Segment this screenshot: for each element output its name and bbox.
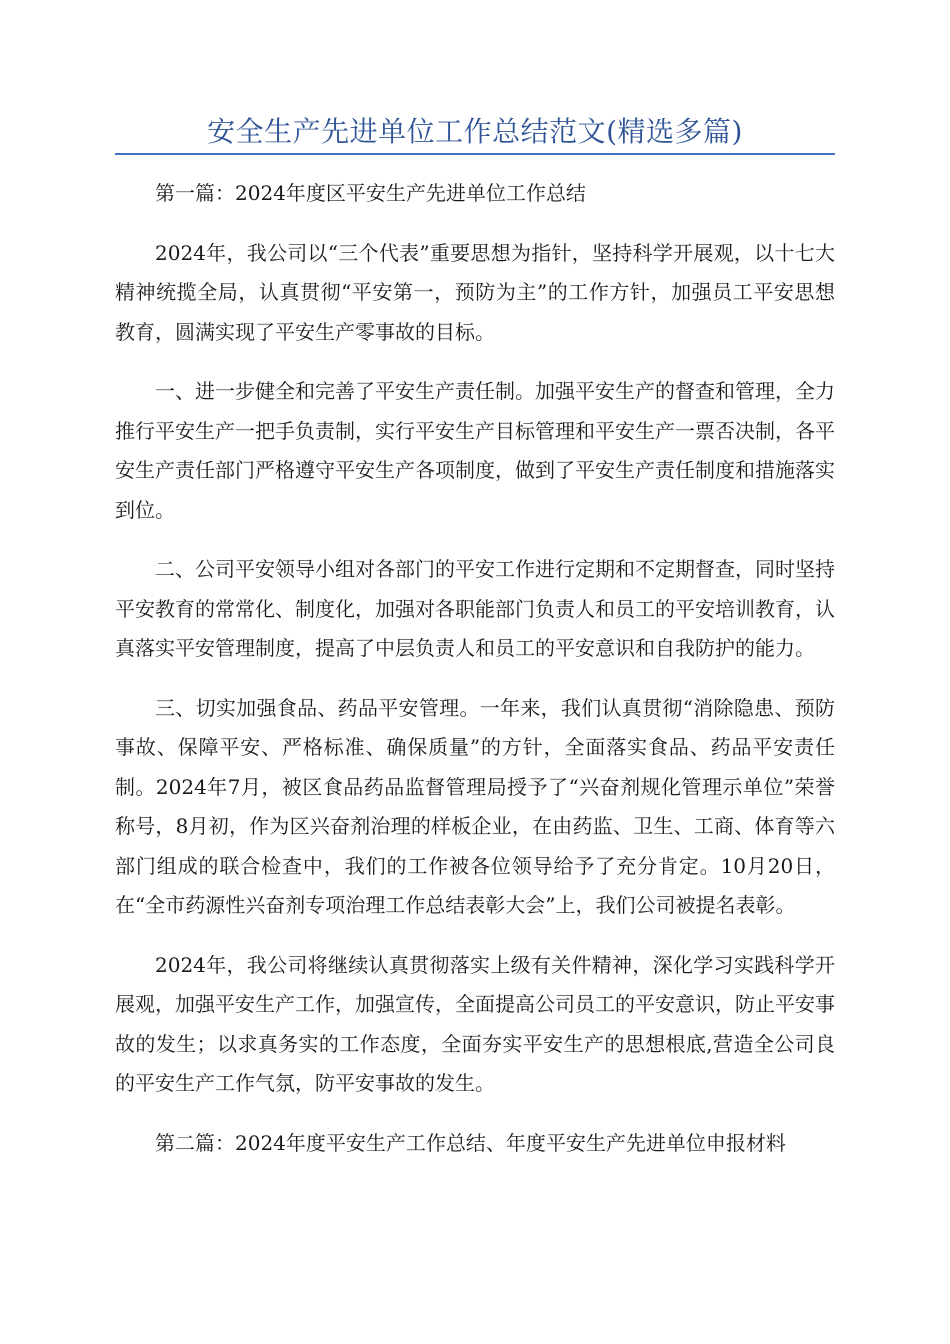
paragraph-item-2: 二、公司平安领导小组对各部门的平安工作进行定期和不定期督查，同时坚持平安教育的常常化、制度化，加强对各职能部门负责人和员工的平安培训教育，认真落实平安管理制度，提高了中层负责人和员工的平安意识和自我防护的能力。 [115, 557, 835, 660]
document-title: 安全生产先进单位工作总结范文(精选多篇) [207, 115, 743, 148]
paragraph-section-2-heading: 第二篇：2024年度平安生产工作总结、年度平安生产先进单位申报材料 [155, 1130, 786, 1155]
paragraph-intro: 2024年，我公司以“三个代表”重要思想为指针，坚持科学开展观，以十七大精神统揽全局，认真贯彻“平安第一，预防为主”的工作方针，加强员工平安思想教育，圆满实现了平安生产零事故的目标。 [115, 240, 835, 344]
title-underline [115, 153, 835, 155]
paragraph-item-1: 一、进一步健全和完善了平安生产责任制。加强平安生产的督查和管理，全力推行平安生产一把手负责制，实行平安生产目标管理和平安生产一票否决制，各平安生产责任部门严格遵守平安生产各项制度，做到了平安生产责任制度和措施落实到位。 [115, 379, 835, 522]
document-body [115, 174, 835, 1183]
paragraph-outlook: 2024年，我公司将继续认真贯彻落实上级有关件精神，深化学习实践科学开展观，加强平安生产工作，加强宣传，全面提高公司员工的平安意识，防止平安事故的发生；以求真务实的工作态度，全面夯实平安生产的思想根底,营造全公司良的平安生产工作气氛，防平安事故的发生。 [115, 952, 835, 1095]
paragraph-section-1-heading: 第一篇：2024年度区平安生产先进单位工作总结 [155, 181, 586, 205]
paragraph-item-3: 三、切实加强食品、药品平安管理。一年来，我们认真贯彻“消除隐患、预防事故、保障平安、严格标准、确保质量”的方针，全面落实食品、药品平安责任制。2024年7月，被区食品药品监督管理局授予了“兴奋剂规化管理示单位”荣誉称号，8月初，作为区兴奋剂治理的样板企业，在由药监、卫生、工商、体育等六部门组成的联合检查中，我们的工作被各位领导给予了充分肯定。10月20日，在“全市药源性兴奋剂专项治理工作总结表彰大会”上，我们公司被提名表彰。 [115, 695, 835, 917]
